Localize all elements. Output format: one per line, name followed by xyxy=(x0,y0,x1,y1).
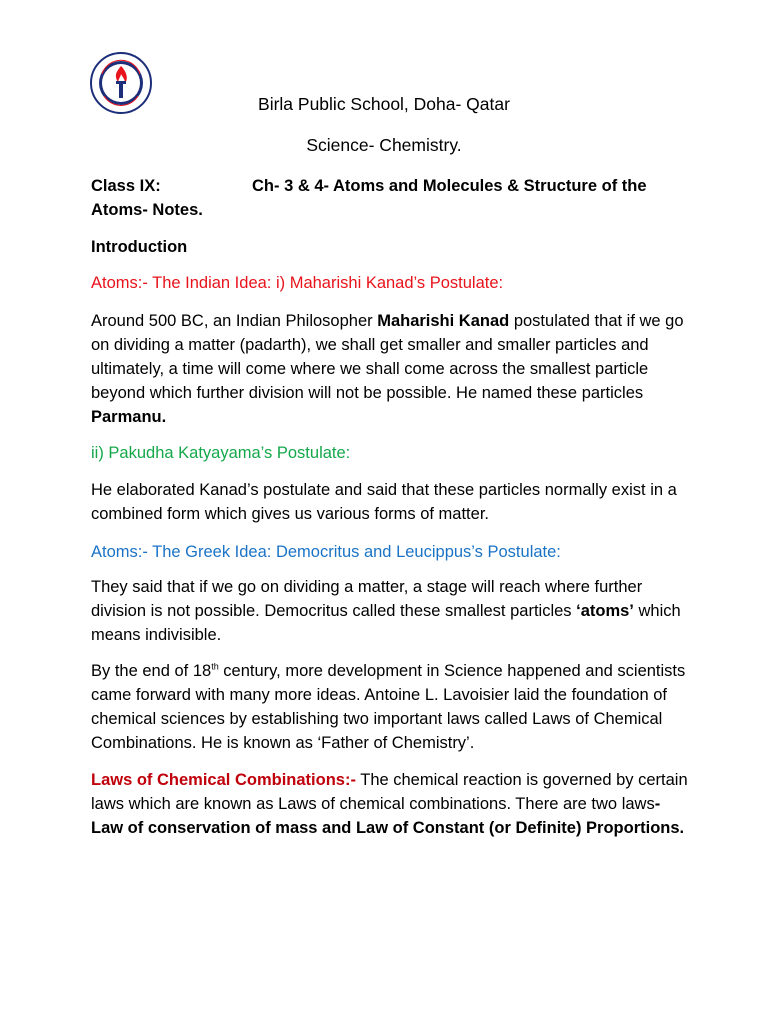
parmanu-term: Parmanu. xyxy=(91,408,167,426)
greek-idea-heading: Atoms:- The Greek Idea: Democritus and Leucippus’s Postulate: xyxy=(91,543,561,561)
kanad-text-a: Around 500 BC, an Indian Philosopher xyxy=(91,312,378,330)
introduction-heading: Introduction xyxy=(91,238,188,256)
class-info xyxy=(91,174,691,198)
chapter-title: Ch- 3 & 4- Atoms and Molecules & Structure of the xyxy=(252,177,647,195)
school-name: Birla Public School, Doha- Qatar xyxy=(258,94,510,114)
subject-title: Science- Chemistry. xyxy=(306,135,462,155)
kanad-text-c: postulated that if we go on dividing a matter (padarth), we shall get smaller and smaller particles and ultimately, a time will come where we shall come across the smallest particle beyond which further division will not be possible. He named these particles xyxy=(91,312,684,402)
pakudha-paragraph: He elaborated Kanad’s postulate and said that these particles normally exist in a combined form which gives us various forms of matter. xyxy=(91,481,677,523)
kanad-name: Maharishi Kanad xyxy=(377,312,510,330)
laws-paragraph xyxy=(91,768,691,840)
greek-paragraph xyxy=(91,575,691,647)
greek-text-c: which means indivisible. xyxy=(91,602,681,644)
laws-text-a: The chemical reaction is governed by certain laws which are known as Laws of chemical combinations. There are two laws xyxy=(91,771,688,813)
eighteenth-text-b: century, more development in Science happened and scientists came forward with many more ideas. Antoine L. Lavoisier laid the foundation of chemical sciences by establishing two important laws called Laws of Chemical Combinations. He is known as ‘Father of Chemistry’. xyxy=(91,662,686,752)
kanad-paragraph xyxy=(91,309,691,429)
laws-list: - Law of conservation of mass and Law of Constant (or Definite) Proportions. xyxy=(91,795,685,837)
eighteenth-century-paragraph xyxy=(91,659,691,755)
eighteenth-text-a: By the end of 18 xyxy=(91,662,212,680)
class-label: Class IX: xyxy=(91,177,161,195)
indian-idea-heading: Atoms:- The Indian Idea: i) Maharishi Kanad’s Postulate: xyxy=(91,274,504,292)
greek-text-a: They said that if we go on dividing a matter, a stage will reach where further division is not possible. Democritus called these smallest particles xyxy=(91,578,643,620)
pakudha-heading: ii) Pakudha Katyayama’s Postulate: xyxy=(91,444,351,462)
laws-heading: Laws of Chemical Combinations:- xyxy=(91,771,356,789)
chapter-title-continued: Atoms- Notes. xyxy=(91,201,203,219)
superscript-th: th xyxy=(211,661,219,672)
atoms-term: ‘atoms’ xyxy=(576,602,634,620)
